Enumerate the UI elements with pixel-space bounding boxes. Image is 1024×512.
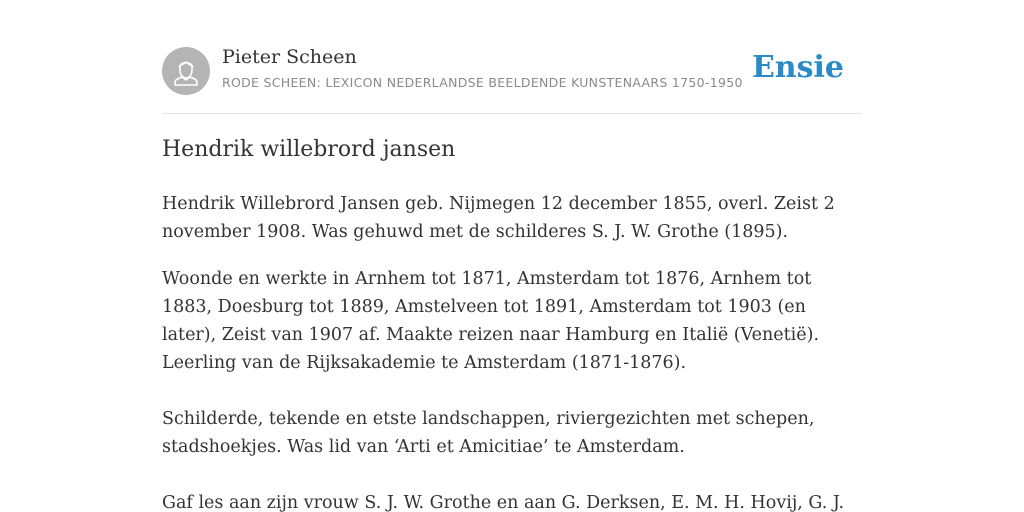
header-divider	[162, 113, 862, 114]
article-header	[162, 46, 862, 96]
paragraph: Schilderde, tekende en etste landschappen, riviergezichten met schepen, stadshoekjes. Was lid van ‘Arti et Amicitiae’ te Amsterdam.	[162, 409, 815, 457]
paragraph: Woonde en werkte in Arnhem tot 1871, Amsterdam tot 1876, Arnhem tot 1883, Doesburg tot 1889, Amstelveen tot 1891, Amsterdam tot 1903 (en later), Zeist van 1907 af. Maakte reizen naar Hamburg en Italië (Venetië). Leerling van de Rijksakademie te Amsterdam (1871-1876).	[162, 269, 820, 373]
ensie-logo[interactable]: Ensie	[751, 50, 844, 85]
page-title: Hendrik willebrord jansen	[162, 137, 456, 162]
article-body	[162, 190, 864, 512]
paragraph: Hendrik Willebrord Jansen geb. Nijmegen 12 december 1855, overl. Zeist 2 november 1908. Was gehuwd met de schilderes S. J. W. Grothe (1895).	[162, 194, 835, 242]
author-name[interactable]: Pieter Scheen	[222, 46, 357, 68]
source-publication[interactable]: RODE SCHEEN: LEXICON NEDERLANDSE BEELDENDE KUNSTENAARS 1750-1950	[222, 75, 743, 90]
paragraph: Gaf les aan zijn vrouw S. J. W. Grothe en aan G. Derksen, E. M. H. Hovij, G. J.	[162, 493, 845, 512]
user-silhouette-icon[interactable]	[162, 47, 210, 95]
